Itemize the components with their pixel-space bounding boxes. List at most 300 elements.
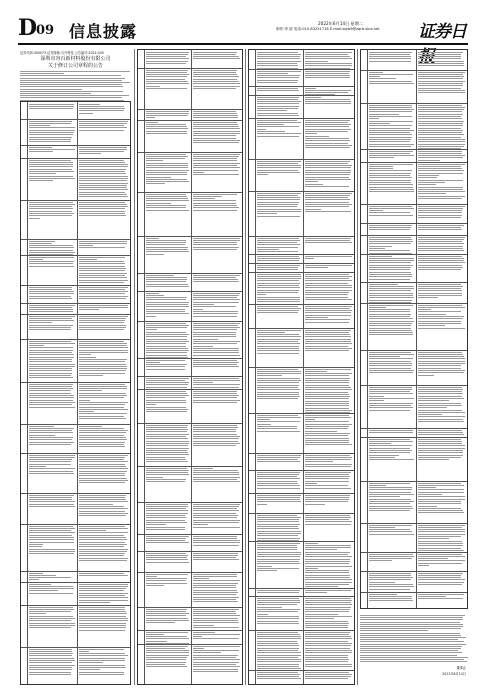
text-line bbox=[29, 575, 57, 576]
text-line bbox=[418, 191, 465, 192]
text-line bbox=[369, 494, 415, 495]
text-line bbox=[257, 563, 301, 564]
text-line bbox=[193, 517, 238, 518]
text-line bbox=[79, 113, 94, 114]
text-line bbox=[79, 653, 126, 654]
text-line bbox=[193, 198, 215, 199]
text-line bbox=[418, 410, 462, 411]
text-line bbox=[305, 474, 350, 475]
text-line bbox=[305, 444, 353, 445]
text-line bbox=[418, 398, 464, 399]
text-line bbox=[369, 208, 415, 209]
text-line bbox=[369, 215, 413, 216]
text-line bbox=[257, 501, 301, 502]
text-line bbox=[257, 421, 300, 422]
text-line bbox=[305, 655, 349, 656]
text-line bbox=[418, 61, 465, 62]
text-line bbox=[193, 578, 210, 579]
text-line bbox=[257, 258, 301, 259]
text-line bbox=[146, 332, 187, 333]
table-row-line bbox=[138, 423, 242, 424]
text-line bbox=[79, 343, 127, 344]
text-line bbox=[29, 127, 75, 128]
text-line bbox=[257, 108, 299, 109]
text-line bbox=[79, 243, 128, 244]
text-line bbox=[193, 576, 237, 577]
text-line bbox=[418, 116, 461, 117]
text-line bbox=[305, 65, 353, 66]
text-line bbox=[418, 560, 465, 561]
text-line bbox=[305, 616, 353, 617]
text-line bbox=[193, 400, 240, 401]
text-line bbox=[257, 299, 301, 300]
text-line bbox=[305, 442, 350, 443]
text-line bbox=[146, 611, 186, 612]
text-line bbox=[193, 113, 237, 114]
text-line bbox=[305, 382, 349, 383]
text-line bbox=[360, 628, 461, 629]
text-line bbox=[257, 476, 298, 477]
text-line bbox=[369, 187, 414, 188]
text-line bbox=[305, 285, 353, 286]
text-line bbox=[369, 361, 411, 362]
text-line bbox=[418, 452, 463, 453]
text-line bbox=[29, 368, 72, 369]
text-line bbox=[305, 177, 350, 178]
text-line bbox=[29, 437, 73, 438]
text-line bbox=[79, 649, 125, 650]
text-line bbox=[418, 543, 464, 544]
text-line bbox=[20, 100, 124, 101]
text-line bbox=[146, 468, 188, 469]
text-line bbox=[418, 487, 437, 488]
text-line bbox=[193, 636, 203, 637]
text-line bbox=[79, 535, 125, 536]
text-line bbox=[79, 439, 127, 440]
text-line bbox=[29, 123, 72, 124]
text-line bbox=[257, 297, 301, 298]
text-line bbox=[146, 194, 187, 195]
text-line bbox=[29, 364, 75, 365]
text-line bbox=[305, 638, 353, 639]
text-line bbox=[193, 655, 239, 656]
text-line bbox=[305, 609, 351, 610]
text-line bbox=[305, 459, 352, 460]
text-line bbox=[79, 280, 128, 281]
text-line bbox=[146, 249, 188, 250]
text-line bbox=[146, 200, 189, 201]
text-line bbox=[305, 371, 327, 372]
text-line bbox=[257, 570, 278, 571]
text-line bbox=[305, 378, 351, 379]
text-line bbox=[257, 661, 302, 662]
text-line bbox=[369, 272, 412, 273]
text-line bbox=[305, 310, 353, 311]
text-line bbox=[418, 356, 464, 357]
text-line bbox=[193, 615, 240, 616]
text-line bbox=[305, 292, 350, 293]
text-line bbox=[79, 457, 126, 458]
text-line bbox=[79, 549, 129, 550]
text-line bbox=[305, 211, 352, 212]
text-line bbox=[369, 323, 412, 324]
text-line bbox=[369, 452, 411, 453]
text-line bbox=[305, 614, 338, 615]
text-line bbox=[257, 206, 298, 207]
text-line bbox=[418, 146, 465, 147]
text-line bbox=[79, 530, 107, 531]
text-line bbox=[20, 84, 122, 85]
text-line bbox=[418, 121, 465, 122]
text-line bbox=[418, 545, 464, 546]
text-line bbox=[146, 122, 158, 123]
text-line bbox=[79, 602, 110, 603]
text-line bbox=[29, 435, 56, 436]
text-line bbox=[369, 295, 413, 296]
text-line bbox=[418, 538, 449, 539]
table-row-line bbox=[21, 493, 130, 494]
text-line bbox=[305, 627, 349, 628]
text-line bbox=[146, 88, 187, 89]
text-line bbox=[305, 672, 350, 673]
text-line bbox=[369, 116, 412, 117]
text-line bbox=[146, 56, 187, 57]
text-line bbox=[305, 570, 350, 571]
text-line bbox=[29, 579, 39, 580]
text-line bbox=[146, 382, 190, 383]
text-line bbox=[29, 370, 73, 371]
table-row-line bbox=[21, 314, 130, 315]
text-line bbox=[79, 160, 125, 161]
text-line bbox=[29, 130, 75, 131]
column-divider bbox=[357, 49, 358, 685]
text-line bbox=[193, 275, 240, 276]
text-line bbox=[418, 184, 436, 185]
text-line bbox=[369, 430, 414, 431]
text-line bbox=[193, 510, 239, 511]
text-line bbox=[29, 178, 76, 179]
text-line bbox=[257, 280, 300, 281]
text-line bbox=[418, 582, 464, 583]
table-row-line bbox=[249, 118, 354, 119]
text-line bbox=[369, 293, 413, 294]
text-line bbox=[305, 186, 350, 187]
text-line bbox=[79, 390, 103, 391]
text-line bbox=[418, 584, 463, 585]
text-line bbox=[418, 365, 461, 366]
text-line bbox=[29, 618, 76, 619]
text-line bbox=[146, 167, 188, 168]
text-line bbox=[418, 262, 465, 263]
text-line bbox=[146, 329, 157, 330]
text-line bbox=[29, 464, 72, 465]
text-line bbox=[193, 504, 240, 505]
text-line bbox=[79, 430, 129, 431]
text-line bbox=[305, 426, 350, 427]
text-line bbox=[29, 590, 58, 591]
text-line bbox=[257, 478, 300, 479]
text-line bbox=[146, 369, 186, 370]
text-line bbox=[193, 350, 240, 351]
text-line bbox=[305, 664, 353, 665]
text-line bbox=[193, 364, 238, 365]
page-letter: D bbox=[18, 15, 37, 41]
text-line bbox=[257, 638, 302, 639]
text-line bbox=[193, 522, 239, 523]
text-line bbox=[146, 557, 188, 558]
text-line bbox=[305, 519, 349, 520]
text-line bbox=[418, 239, 464, 240]
text-line bbox=[79, 104, 100, 105]
text-line bbox=[79, 366, 128, 367]
text-line bbox=[369, 141, 411, 142]
text-line bbox=[79, 373, 125, 374]
text-line bbox=[369, 305, 414, 306]
table-row-line bbox=[361, 592, 467, 593]
text-line bbox=[29, 322, 53, 323]
text-line bbox=[369, 248, 385, 249]
text-line bbox=[193, 597, 239, 598]
text-line bbox=[79, 553, 125, 554]
text-line bbox=[146, 613, 189, 614]
text-line bbox=[146, 559, 188, 560]
text-line bbox=[418, 387, 463, 388]
text-line bbox=[257, 242, 298, 243]
table-row-line bbox=[138, 466, 242, 467]
table-row-line bbox=[21, 382, 130, 383]
text-line bbox=[418, 372, 465, 373]
text-line bbox=[257, 598, 299, 599]
text-line bbox=[79, 660, 126, 661]
text-line bbox=[305, 643, 352, 644]
text-line bbox=[193, 387, 239, 388]
text-line bbox=[418, 529, 466, 530]
text-line bbox=[257, 543, 300, 544]
table-row-line bbox=[361, 523, 467, 524]
text-line bbox=[146, 58, 190, 59]
text-line bbox=[79, 588, 127, 589]
table-row-line bbox=[249, 513, 354, 514]
text-line bbox=[79, 171, 126, 172]
table-row-line bbox=[21, 605, 130, 606]
text-line bbox=[360, 622, 460, 623]
text-line bbox=[305, 552, 350, 553]
header-rule bbox=[18, 43, 468, 45]
text-line bbox=[257, 61, 302, 62]
text-line bbox=[418, 177, 438, 178]
text-line bbox=[257, 387, 299, 388]
text-line bbox=[257, 519, 299, 520]
text-line bbox=[360, 648, 461, 649]
text-line bbox=[257, 103, 300, 104]
text-line bbox=[257, 419, 271, 420]
text-line bbox=[369, 531, 412, 532]
text-line bbox=[146, 643, 189, 644]
text-line bbox=[193, 477, 241, 478]
text-line bbox=[193, 247, 240, 248]
text-line bbox=[79, 208, 125, 209]
text-line bbox=[305, 428, 349, 429]
table-row-line bbox=[249, 470, 354, 471]
text-line bbox=[20, 95, 129, 96]
text-line bbox=[79, 206, 129, 207]
text-line bbox=[193, 167, 240, 168]
text-line bbox=[193, 625, 215, 626]
text-line bbox=[29, 658, 75, 659]
text-line bbox=[257, 533, 301, 534]
text-line bbox=[369, 153, 410, 154]
text-line bbox=[79, 178, 128, 179]
text-line bbox=[418, 598, 464, 599]
text-line bbox=[29, 354, 75, 355]
text-line bbox=[146, 133, 187, 134]
text-line bbox=[193, 355, 241, 356]
text-line bbox=[29, 316, 75, 317]
text-line bbox=[305, 645, 351, 646]
text-line bbox=[79, 350, 128, 351]
text-line bbox=[257, 56, 301, 57]
text-line bbox=[146, 538, 186, 539]
text-line bbox=[79, 241, 127, 242]
text-line bbox=[369, 286, 415, 287]
table-row-line bbox=[361, 481, 467, 482]
text-line bbox=[418, 125, 464, 126]
section-title: 信息披露 bbox=[69, 22, 138, 41]
text-line bbox=[369, 267, 411, 268]
text-line bbox=[369, 206, 413, 207]
text-line bbox=[418, 128, 461, 129]
text-line bbox=[305, 604, 353, 605]
text-line bbox=[193, 527, 241, 528]
text-line bbox=[257, 113, 298, 114]
text-line bbox=[79, 282, 125, 283]
text-line bbox=[146, 316, 157, 317]
text-line bbox=[29, 375, 72, 376]
text-line bbox=[257, 431, 301, 432]
text-line bbox=[418, 175, 440, 176]
text-line bbox=[79, 204, 127, 205]
text-line bbox=[29, 400, 74, 401]
text-line bbox=[193, 397, 238, 398]
text-line bbox=[257, 648, 299, 649]
text-line bbox=[369, 225, 412, 226]
text-line bbox=[146, 508, 187, 509]
text-line bbox=[418, 396, 463, 397]
text-line bbox=[360, 635, 461, 636]
text-line bbox=[369, 58, 412, 59]
text-line bbox=[369, 182, 412, 183]
text-line bbox=[79, 655, 129, 656]
text-line bbox=[146, 348, 189, 349]
text-line bbox=[369, 358, 414, 359]
text-line bbox=[369, 443, 392, 444]
text-line bbox=[193, 515, 238, 516]
text-line bbox=[305, 621, 348, 622]
text-line bbox=[305, 431, 337, 432]
text-line bbox=[146, 387, 188, 388]
text-line bbox=[146, 404, 156, 405]
table-row-line bbox=[21, 424, 130, 425]
text-line bbox=[369, 445, 413, 446]
page-number: 09 bbox=[36, 23, 55, 38]
text-line bbox=[146, 254, 164, 255]
text-line bbox=[369, 274, 412, 275]
text-line bbox=[79, 501, 129, 502]
text-line bbox=[79, 192, 125, 193]
text-line bbox=[193, 583, 239, 584]
text-line bbox=[146, 659, 186, 660]
text-line bbox=[29, 553, 74, 554]
text-line bbox=[79, 215, 127, 216]
text-line bbox=[29, 444, 72, 445]
text-line bbox=[29, 468, 75, 469]
text-line bbox=[369, 573, 411, 574]
text-line bbox=[79, 466, 126, 467]
text-line bbox=[146, 384, 189, 385]
text-line bbox=[193, 329, 237, 330]
text-line bbox=[418, 107, 465, 108]
text-line bbox=[146, 443, 190, 444]
text-line bbox=[305, 424, 352, 425]
table-col-line bbox=[27, 102, 28, 684]
text-line bbox=[257, 621, 298, 622]
text-line bbox=[257, 559, 301, 560]
text-line bbox=[418, 170, 465, 171]
text-line bbox=[418, 88, 462, 89]
text-line bbox=[257, 396, 301, 397]
text-line bbox=[369, 455, 399, 456]
text-line bbox=[29, 539, 75, 540]
text-line bbox=[146, 441, 190, 442]
text-line bbox=[146, 380, 186, 381]
text-line bbox=[257, 472, 300, 473]
text-line bbox=[29, 252, 75, 253]
text-line bbox=[360, 626, 463, 627]
text-line bbox=[193, 316, 237, 317]
text-line bbox=[369, 328, 411, 329]
text-line bbox=[369, 164, 414, 165]
text-line bbox=[193, 309, 204, 310]
text-line bbox=[257, 609, 301, 610]
text-line bbox=[79, 407, 124, 408]
text-line bbox=[369, 489, 412, 490]
text-line bbox=[29, 542, 74, 543]
text-line bbox=[29, 213, 74, 214]
text-line bbox=[146, 128, 188, 129]
text-line bbox=[305, 350, 350, 351]
text-line bbox=[418, 531, 465, 532]
text-line bbox=[257, 655, 301, 656]
text-line bbox=[418, 363, 465, 364]
column-4 bbox=[360, 49, 468, 685]
text-line bbox=[79, 461, 129, 462]
text-line bbox=[418, 421, 464, 422]
text-line bbox=[79, 307, 128, 308]
text-line bbox=[193, 327, 241, 328]
text-line bbox=[369, 387, 413, 388]
text-line bbox=[193, 443, 241, 444]
text-line bbox=[146, 461, 188, 462]
text-line bbox=[369, 177, 412, 178]
text-line bbox=[418, 368, 461, 369]
text-line bbox=[79, 404, 125, 405]
text-line bbox=[305, 317, 329, 318]
text-line bbox=[369, 166, 393, 167]
text-line bbox=[418, 198, 462, 199]
text-line bbox=[305, 92, 349, 93]
text-line bbox=[79, 341, 124, 342]
text-line bbox=[29, 655, 73, 656]
